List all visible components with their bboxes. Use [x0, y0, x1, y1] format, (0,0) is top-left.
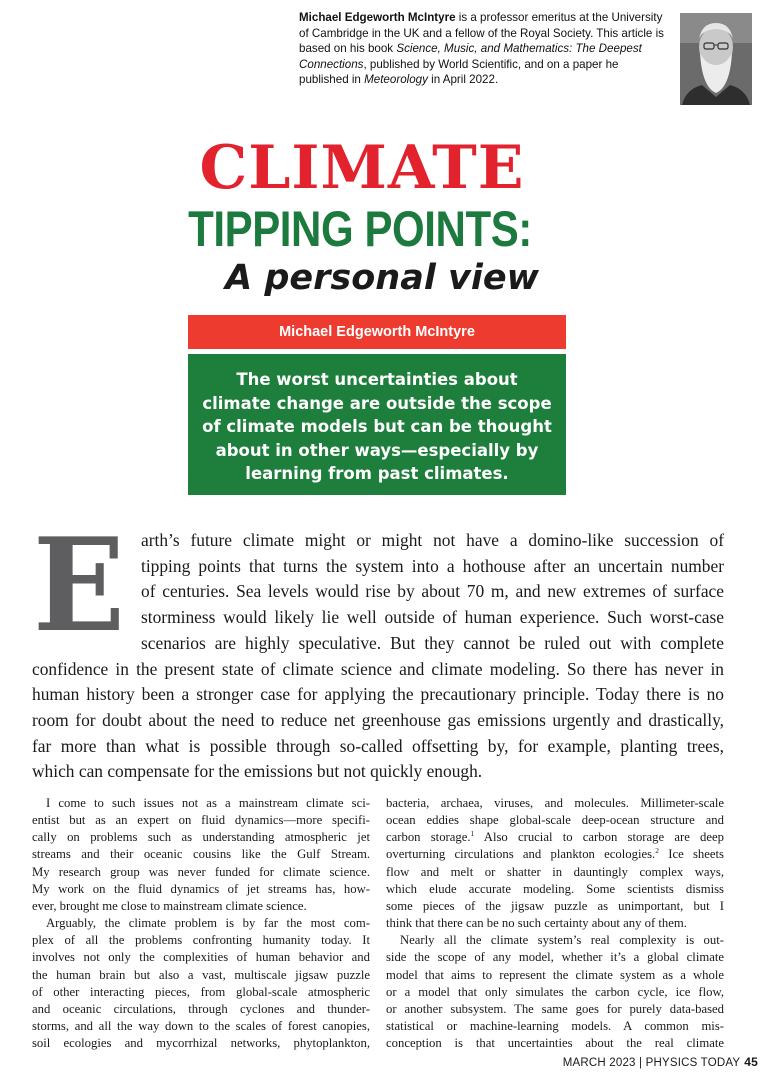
body-line: think that there can be no such certainty about any of them.	[386, 916, 687, 931]
bio-author-name: Michael Edgeworth McIntyre	[299, 11, 456, 24]
byline: Michael Edgeworth McIntyre	[188, 315, 566, 349]
bio-text-3: in April 2022.	[427, 73, 499, 87]
body-line: plex of all the problems confronting humanity today. It	[32, 933, 370, 948]
body-line: the human brain but also a vast, multiscale jigsaw puzzle	[32, 967, 370, 982]
body-line: cally on problems such as understanding atmospheric jet	[32, 830, 370, 845]
lead-line: far more than what is possible through so-called offsetting by, for example, planting trees,	[32, 735, 724, 756]
body-line: Nearly all the climate system’s real complexity is out-	[400, 933, 724, 948]
body-line: model that aims to represent the climate system as a whole	[386, 967, 724, 982]
body-line: or a model that only simulates the carbon cycle, ice flow,	[386, 984, 724, 999]
body-line: of other interacting pieces, from global-scale atmospheric	[32, 984, 370, 999]
bio-text-2: , published by World Scientific, and on a paper he published in	[299, 57, 619, 87]
body-line: statistical or machine-learning models. A common mis-	[386, 1019, 724, 1034]
author-bio	[299, 10, 669, 88]
lead-line: storminess would likely lie well outside of human experience. Such worst-case	[141, 607, 724, 628]
lead-line: human history been a stronger case for applying the precautionary principle. Today there is no	[32, 684, 724, 705]
page-footer	[563, 1055, 758, 1069]
body-line: conception is that uncertainties about the real climate	[386, 1036, 724, 1051]
deck-summary: The worst uncertainties about climate change are outside the scope of climate models but can be thought about in other ways—especially by learning from past climates.	[188, 354, 566, 495]
body-line: ocean eddies shape global-scale deep-ocean structure and	[386, 813, 724, 828]
body-column-left	[32, 795, 370, 1052]
body-line	[386, 846, 724, 863]
title-subtitle: A personal view	[225, 258, 539, 298]
body-line: streams and their oceanic cousins like the Gulf Stream.	[32, 847, 370, 862]
lead-line: room for doubt about the need to reduce net greenhouse gas emissions urgently and drastically,	[32, 709, 724, 730]
body-text: carbon storage.	[386, 830, 471, 845]
body-text: Ice sheets	[658, 847, 724, 862]
body-line: bacteria, archaea, viruses, and molecules. Millimeter-scale	[386, 796, 724, 810]
body-line: or another subsystem. The same goes for purely data-based	[386, 1001, 724, 1016]
lead-line: scenarios are highly speculative. But they cannot be ruled out with complete	[141, 632, 724, 653]
lead-line: which can compensate for the emissions but not quickly enough.	[32, 761, 483, 782]
body-line: ever, brought me close to mainstream climate science.	[32, 898, 307, 913]
body-line: storms, and all the way down to the scales of forest canopies,	[32, 1019, 370, 1034]
body-line: and oceanic circulations, through cyclones and thunder-	[32, 1001, 370, 1016]
lead-line: tipping points that turns the system into a hothouse after an uncertain number	[141, 555, 724, 576]
bio-book-title: Science, Music, and Mathematics: The Deepest Connections	[299, 42, 642, 71]
lead-line: confidence in the present state of climate science and climate modeling. So there has never in	[32, 658, 724, 679]
body-line: some pieces of the jigsaw puzzle as unimportant, but I	[386, 898, 724, 913]
bio-journal: Meteorology	[364, 73, 428, 87]
bio-text-1: is a professor emeritus at the University of Cambridge in the UK and a fellow of the Royal Society. This article is based on his book	[299, 11, 664, 56]
body-line	[386, 829, 724, 846]
body-line: My work on the fluid dynamics of jet streams has, how-	[32, 881, 370, 896]
drop-cap-letter: E	[33, 534, 125, 634]
footer-issue: MARCH 2023 | PHYSICS TODAY	[562, 1057, 741, 1069]
page-number: 45	[744, 1055, 758, 1069]
lead-paragraph	[32, 528, 724, 785]
body-text: overturning circulations and plankton ecologies.	[386, 847, 656, 862]
body-line: My research group was never funded for climate science.	[32, 864, 370, 879]
body-line: involves not only the complexities of human behavior and	[32, 950, 370, 965]
body-line: entist but as an expert on fluid dynamics—more specifi-	[32, 813, 370, 828]
body-text: Also crucial to carbon storage are deep	[474, 830, 724, 845]
title-line-1: CLIMATE	[199, 133, 525, 203]
lead-line: of centuries. Sea levels would rise by about 70 m, and new extremes of surface	[141, 581, 724, 602]
author-photo	[680, 13, 752, 105]
footnote-ref[interactable]: 2	[655, 846, 659, 856]
body-line: flow and melt or shatter in dauntingly complex ways,	[386, 864, 724, 879]
body-line: which elude accurate modeling. Some scientists dismiss	[386, 881, 724, 896]
body-line: side the scope of any model, whether it’s a global climate	[386, 950, 724, 965]
body-line: I come to such issues not as a mainstream climate sci-	[46, 796, 370, 810]
body-column-right	[386, 795, 724, 1052]
body-line: soil ecologies and mycorrhizal networks, phytoplankton,	[32, 1036, 370, 1051]
title-line-2: TIPPING POINTS:	[188, 201, 532, 257]
body-line: Arguably, the climate problem is by far the most com-	[46, 916, 370, 931]
lead-line: arth’s future climate might or might not have a domino-like succession of	[141, 530, 724, 550]
footnote-ref[interactable]: 1	[470, 829, 475, 839]
